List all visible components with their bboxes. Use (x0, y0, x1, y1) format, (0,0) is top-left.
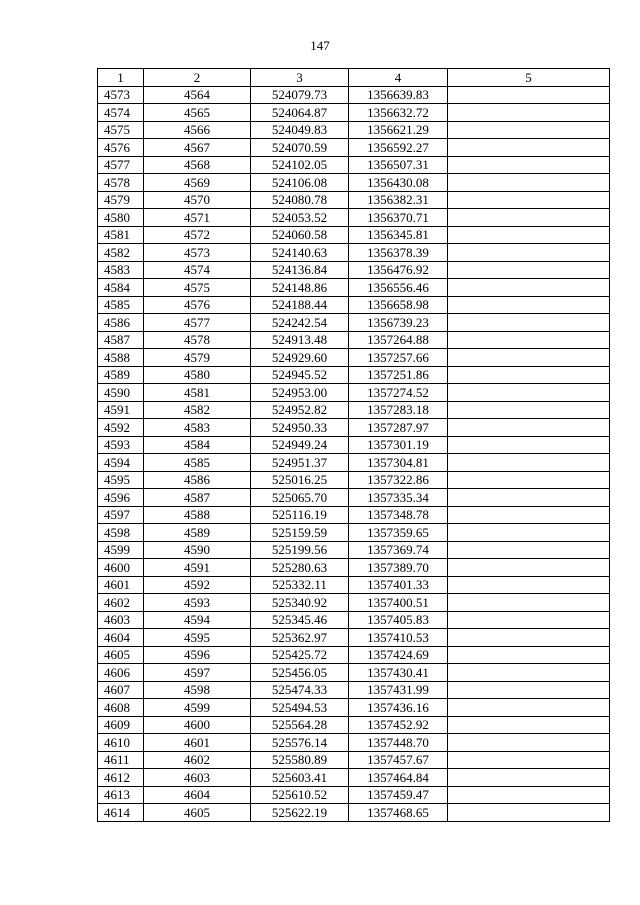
point-id-cell: 4594 (144, 611, 251, 629)
x-coordinate-cell: 524049.83 (251, 121, 349, 139)
y-coordinate-cell: 1357251.86 (349, 366, 448, 384)
point-id-cell: 4593 (144, 594, 251, 612)
note-cell (448, 349, 610, 367)
note-cell (448, 751, 610, 769)
x-coordinate-cell: 524079.73 (251, 86, 349, 104)
table-row (98, 244, 610, 262)
point-number-cell: 4613 (98, 786, 144, 804)
table-row (98, 681, 610, 699)
point-number-cell: 4605 (98, 646, 144, 664)
table-row (98, 401, 610, 419)
point-id-cell: 4575 (144, 279, 251, 297)
y-coordinate-cell: 1357304.81 (349, 454, 448, 472)
x-coordinate-cell: 525332.11 (251, 576, 349, 594)
table-row (98, 174, 610, 192)
x-coordinate-cell: 524102.05 (251, 156, 349, 174)
y-coordinate-cell: 1357457.67 (349, 751, 448, 769)
x-coordinate-cell: 524106.08 (251, 174, 349, 192)
point-id-cell: 4585 (144, 454, 251, 472)
y-coordinate-cell: 1356370.71 (349, 209, 448, 227)
point-number-cell: 4594 (98, 454, 144, 472)
table-row (98, 191, 610, 209)
x-coordinate-cell: 525474.33 (251, 681, 349, 699)
note-cell (448, 804, 610, 822)
point-number-cell: 4589 (98, 366, 144, 384)
point-number-cell: 4598 (98, 524, 144, 542)
x-coordinate-cell: 525280.63 (251, 559, 349, 577)
note-cell (448, 419, 610, 437)
point-number-cell: 4588 (98, 349, 144, 367)
point-id-cell: 4599 (144, 699, 251, 717)
x-coordinate-cell: 524070.59 (251, 139, 349, 157)
point-id-cell: 4579 (144, 349, 251, 367)
table-row (98, 471, 610, 489)
point-id-cell: 4571 (144, 209, 251, 227)
point-id-cell: 4596 (144, 646, 251, 664)
x-coordinate-cell: 524080.78 (251, 191, 349, 209)
table-row (98, 629, 610, 647)
point-number-cell: 4604 (98, 629, 144, 647)
point-number-cell: 4574 (98, 104, 144, 122)
point-number-cell: 4579 (98, 191, 144, 209)
point-id-cell: 4583 (144, 419, 251, 437)
note-cell (448, 734, 610, 752)
note-cell (448, 436, 610, 454)
point-id-cell: 4577 (144, 314, 251, 332)
table-row (98, 734, 610, 752)
note-cell (448, 384, 610, 402)
point-id-cell: 4592 (144, 576, 251, 594)
table-row (98, 576, 610, 594)
point-id-cell: 4589 (144, 524, 251, 542)
x-coordinate-cell: 525564.28 (251, 716, 349, 734)
point-number-cell: 4610 (98, 734, 144, 752)
x-coordinate-cell: 524242.54 (251, 314, 349, 332)
point-id-cell: 4568 (144, 156, 251, 174)
table-row (98, 716, 610, 734)
y-coordinate-cell: 1357405.83 (349, 611, 448, 629)
note-cell (448, 611, 610, 629)
point-id-cell: 4603 (144, 769, 251, 787)
column-header-3: 3 (251, 69, 349, 87)
y-coordinate-cell: 1356658.98 (349, 296, 448, 314)
point-number-cell: 4575 (98, 121, 144, 139)
note-cell (448, 401, 610, 419)
y-coordinate-cell: 1357257.66 (349, 349, 448, 367)
table-row (98, 104, 610, 122)
table-row (98, 786, 610, 804)
point-number-cell: 4592 (98, 419, 144, 437)
y-coordinate-cell: 1357322.86 (349, 471, 448, 489)
table-row (98, 541, 610, 559)
note-cell (448, 331, 610, 349)
y-coordinate-cell: 1357264.88 (349, 331, 448, 349)
point-number-cell: 4603 (98, 611, 144, 629)
x-coordinate-cell: 524136.84 (251, 261, 349, 279)
point-id-cell: 4573 (144, 244, 251, 262)
point-number-cell: 4590 (98, 384, 144, 402)
point-id-cell: 4602 (144, 751, 251, 769)
note-cell (448, 191, 610, 209)
point-id-cell: 4586 (144, 471, 251, 489)
point-number-cell: 4591 (98, 401, 144, 419)
table-row (98, 121, 610, 139)
y-coordinate-cell: 1356345.81 (349, 226, 448, 244)
point-number-cell: 4597 (98, 506, 144, 524)
point-number-cell: 4593 (98, 436, 144, 454)
page-number: 147 (310, 38, 330, 53)
y-coordinate-cell: 1357348.78 (349, 506, 448, 524)
note-cell (448, 489, 610, 507)
note-cell (448, 559, 610, 577)
x-coordinate-cell: 524952.82 (251, 401, 349, 419)
point-id-cell: 4574 (144, 261, 251, 279)
y-coordinate-cell: 1356621.29 (349, 121, 448, 139)
note-cell (448, 314, 610, 332)
y-coordinate-cell: 1357335.34 (349, 489, 448, 507)
x-coordinate-cell: 525065.70 (251, 489, 349, 507)
y-coordinate-cell: 1356507.31 (349, 156, 448, 174)
table-body (98, 86, 610, 821)
x-coordinate-cell: 524188.44 (251, 296, 349, 314)
note-cell (448, 786, 610, 804)
x-coordinate-cell: 525603.41 (251, 769, 349, 787)
x-coordinate-cell: 525456.05 (251, 664, 349, 682)
note-cell (448, 156, 610, 174)
point-number-cell: 4599 (98, 541, 144, 559)
table-row (98, 331, 610, 349)
point-id-cell: 4565 (144, 104, 251, 122)
x-coordinate-cell: 525425.72 (251, 646, 349, 664)
x-coordinate-cell: 525016.25 (251, 471, 349, 489)
note-cell (448, 646, 610, 664)
point-number-cell: 4609 (98, 716, 144, 734)
point-number-cell: 4576 (98, 139, 144, 157)
x-coordinate-cell: 525580.89 (251, 751, 349, 769)
note-cell (448, 699, 610, 717)
point-number-cell: 4607 (98, 681, 144, 699)
point-number-cell: 4584 (98, 279, 144, 297)
point-number-cell: 4586 (98, 314, 144, 332)
note-cell (448, 121, 610, 139)
note-cell (448, 139, 610, 157)
note-cell (448, 209, 610, 227)
note-cell (448, 471, 610, 489)
table-row (98, 156, 610, 174)
point-number-cell: 4614 (98, 804, 144, 822)
x-coordinate-cell: 524064.87 (251, 104, 349, 122)
point-id-cell: 4587 (144, 489, 251, 507)
point-number-cell: 4583 (98, 261, 144, 279)
x-coordinate-cell: 524951.37 (251, 454, 349, 472)
x-coordinate-cell: 525199.56 (251, 541, 349, 559)
note-cell (448, 86, 610, 104)
x-coordinate-cell: 524949.24 (251, 436, 349, 454)
table-row (98, 139, 610, 157)
table-row (98, 384, 610, 402)
x-coordinate-cell: 525622.19 (251, 804, 349, 822)
x-coordinate-cell: 524060.58 (251, 226, 349, 244)
x-coordinate-cell: 525340.92 (251, 594, 349, 612)
point-id-cell: 4584 (144, 436, 251, 454)
point-id-cell: 4576 (144, 296, 251, 314)
y-coordinate-cell: 1357301.19 (349, 436, 448, 454)
point-number-cell: 4596 (98, 489, 144, 507)
point-id-cell: 4605 (144, 804, 251, 822)
y-coordinate-cell: 1357410.53 (349, 629, 448, 647)
y-coordinate-cell: 1356430.08 (349, 174, 448, 192)
point-id-cell: 4578 (144, 331, 251, 349)
table-header (98, 69, 610, 87)
point-number-cell: 4611 (98, 751, 144, 769)
point-number-cell: 4578 (98, 174, 144, 192)
x-coordinate-cell: 524053.52 (251, 209, 349, 227)
note-cell (448, 104, 610, 122)
point-number-cell: 4601 (98, 576, 144, 594)
point-id-cell: 4582 (144, 401, 251, 419)
table-row (98, 524, 610, 542)
y-coordinate-cell: 1357431.99 (349, 681, 448, 699)
y-coordinate-cell: 1356639.83 (349, 86, 448, 104)
note-cell (448, 541, 610, 559)
y-coordinate-cell: 1357369.74 (349, 541, 448, 559)
y-coordinate-cell: 1357389.70 (349, 559, 448, 577)
y-coordinate-cell: 1357468.65 (349, 804, 448, 822)
y-coordinate-cell: 1357464.84 (349, 769, 448, 787)
note-cell (448, 629, 610, 647)
x-coordinate-cell: 524950.33 (251, 419, 349, 437)
point-id-cell: 4601 (144, 734, 251, 752)
table-row (98, 699, 610, 717)
point-number-cell: 4608 (98, 699, 144, 717)
point-id-cell: 4604 (144, 786, 251, 804)
point-id-cell: 4597 (144, 664, 251, 682)
y-coordinate-cell: 1357424.69 (349, 646, 448, 664)
y-coordinate-cell: 1356556.46 (349, 279, 448, 297)
column-header-5: 5 (448, 69, 610, 87)
point-id-cell: 4595 (144, 629, 251, 647)
x-coordinate-cell: 524945.52 (251, 366, 349, 384)
point-id-cell: 4590 (144, 541, 251, 559)
table-row (98, 349, 610, 367)
table-row (98, 226, 610, 244)
point-id-cell: 4567 (144, 139, 251, 157)
table-row (98, 436, 610, 454)
note-cell (448, 366, 610, 384)
point-id-cell: 4569 (144, 174, 251, 192)
point-number-cell: 4581 (98, 226, 144, 244)
column-header-2: 2 (144, 69, 251, 87)
note-cell (448, 261, 610, 279)
note-cell (448, 454, 610, 472)
note-cell (448, 226, 610, 244)
point-id-cell: 4566 (144, 121, 251, 139)
x-coordinate-cell: 525576.14 (251, 734, 349, 752)
y-coordinate-cell: 1356592.27 (349, 139, 448, 157)
y-coordinate-cell: 1357287.97 (349, 419, 448, 437)
point-number-cell: 4573 (98, 86, 144, 104)
table-row (98, 594, 610, 612)
table-row (98, 769, 610, 787)
y-coordinate-cell: 1357401.33 (349, 576, 448, 594)
y-coordinate-cell: 1357448.70 (349, 734, 448, 752)
column-header-4: 4 (349, 69, 448, 87)
point-id-cell: 4581 (144, 384, 251, 402)
table-row (98, 751, 610, 769)
x-coordinate-cell: 524953.00 (251, 384, 349, 402)
x-coordinate-cell: 524913.48 (251, 331, 349, 349)
x-coordinate-cell: 525362.97 (251, 629, 349, 647)
header-row (98, 69, 610, 87)
point-number-cell: 4606 (98, 664, 144, 682)
point-number-cell: 4595 (98, 471, 144, 489)
y-coordinate-cell: 1357430.41 (349, 664, 448, 682)
note-cell (448, 524, 610, 542)
y-coordinate-cell: 1357400.51 (349, 594, 448, 612)
table-row (98, 279, 610, 297)
point-number-cell: 4582 (98, 244, 144, 262)
note-cell (448, 664, 610, 682)
note-cell (448, 769, 610, 787)
table-row (98, 261, 610, 279)
x-coordinate-cell: 525116.19 (251, 506, 349, 524)
table-row (98, 611, 610, 629)
point-number-cell: 4585 (98, 296, 144, 314)
point-id-cell: 4600 (144, 716, 251, 734)
table-row (98, 209, 610, 227)
y-coordinate-cell: 1356378.39 (349, 244, 448, 262)
note-cell (448, 594, 610, 612)
y-coordinate-cell: 1357359.65 (349, 524, 448, 542)
note-cell (448, 244, 610, 262)
y-coordinate-cell: 1357283.18 (349, 401, 448, 419)
point-number-cell: 4587 (98, 331, 144, 349)
x-coordinate-cell: 524929.60 (251, 349, 349, 367)
x-coordinate-cell: 524148.86 (251, 279, 349, 297)
note-cell (448, 174, 610, 192)
y-coordinate-cell: 1356382.31 (349, 191, 448, 209)
table-row (98, 314, 610, 332)
x-coordinate-cell: 525159.59 (251, 524, 349, 542)
x-coordinate-cell: 525345.46 (251, 611, 349, 629)
note-cell (448, 296, 610, 314)
x-coordinate-cell: 525494.53 (251, 699, 349, 717)
y-coordinate-cell: 1356739.23 (349, 314, 448, 332)
point-number-cell: 4600 (98, 559, 144, 577)
point-id-cell: 4591 (144, 559, 251, 577)
table-row (98, 646, 610, 664)
point-number-cell: 4580 (98, 209, 144, 227)
point-number-cell: 4602 (98, 594, 144, 612)
note-cell (448, 681, 610, 699)
table-row (98, 559, 610, 577)
table-row (98, 296, 610, 314)
point-id-cell: 4572 (144, 226, 251, 244)
point-id-cell: 4580 (144, 366, 251, 384)
note-cell (448, 576, 610, 594)
point-id-cell: 4564 (144, 86, 251, 104)
table-row (98, 86, 610, 104)
x-coordinate-cell: 524140.63 (251, 244, 349, 262)
point-id-cell: 4588 (144, 506, 251, 524)
y-coordinate-cell: 1356476.92 (349, 261, 448, 279)
point-id-cell: 4598 (144, 681, 251, 699)
table-row (98, 664, 610, 682)
point-number-cell: 4612 (98, 769, 144, 787)
coordinates-table (97, 68, 610, 822)
point-id-cell: 4570 (144, 191, 251, 209)
table-row (98, 419, 610, 437)
table-row (98, 366, 610, 384)
note-cell (448, 716, 610, 734)
y-coordinate-cell: 1357274.52 (349, 384, 448, 402)
table-row (98, 804, 610, 822)
x-coordinate-cell: 525610.52 (251, 786, 349, 804)
table-row (98, 506, 610, 524)
y-coordinate-cell: 1357436.16 (349, 699, 448, 717)
column-header-1: 1 (98, 69, 144, 87)
y-coordinate-cell: 1357452.92 (349, 716, 448, 734)
table-row (98, 489, 610, 507)
table-row (98, 454, 610, 472)
point-number-cell: 4577 (98, 156, 144, 174)
y-coordinate-cell: 1356632.72 (349, 104, 448, 122)
y-coordinate-cell: 1357459.47 (349, 786, 448, 804)
note-cell (448, 279, 610, 297)
note-cell (448, 506, 610, 524)
